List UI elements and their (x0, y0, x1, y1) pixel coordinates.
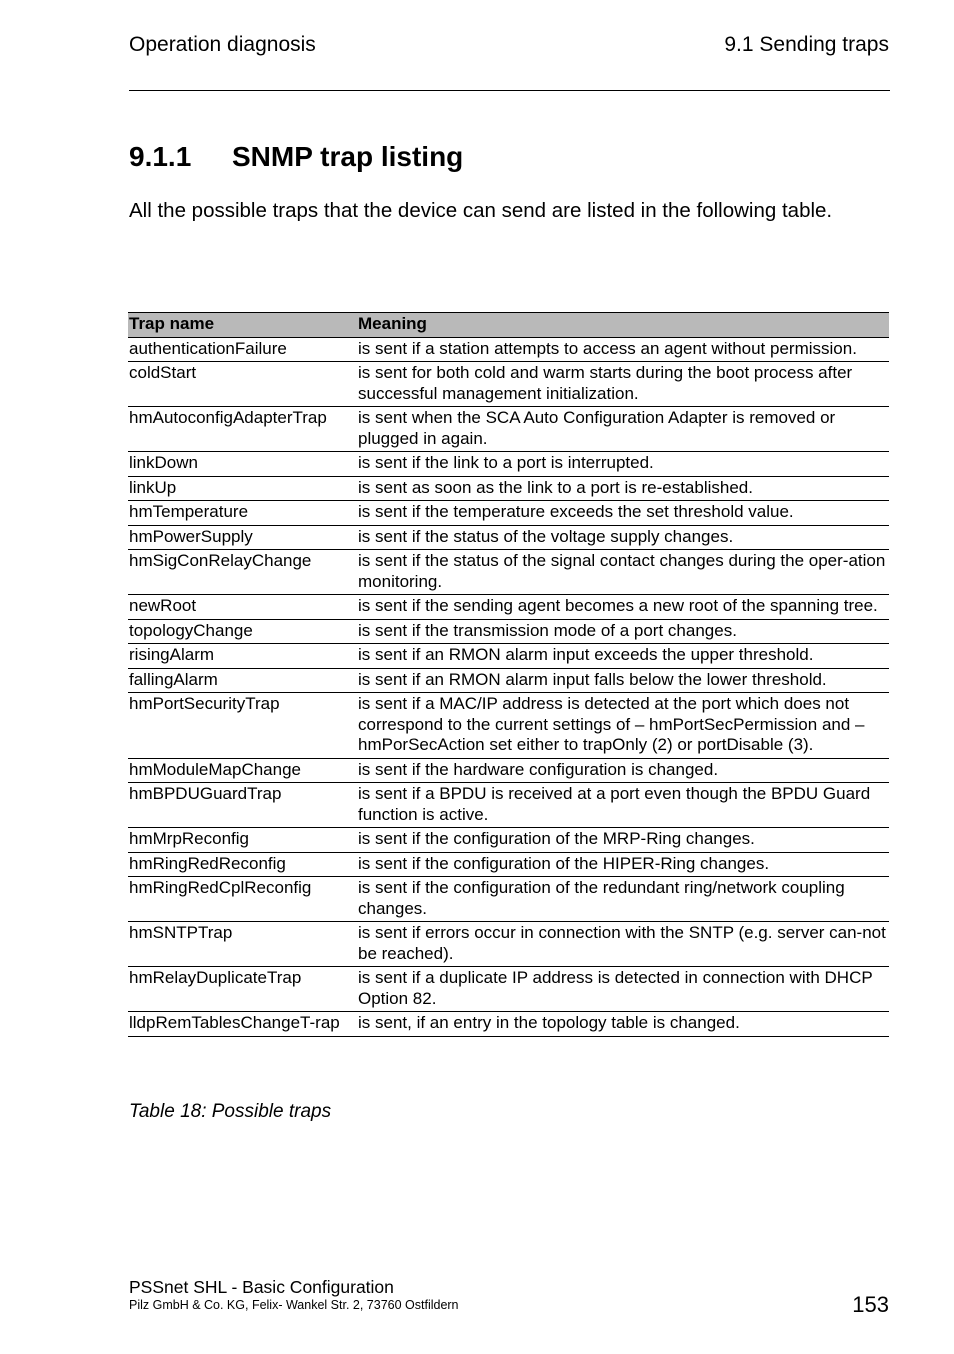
trap-name-cell: newRoot (128, 595, 357, 620)
trap-meaning-cell: is sent if the link to a port is interrupted. (357, 452, 889, 477)
trap-name-cell: hmModuleMapChange (128, 758, 357, 783)
table-row (128, 525, 889, 550)
trap-meaning-cell: is sent if a duplicate IP address is detected in connection with DHCP Option 82. (357, 967, 889, 1012)
trap-meaning-cell: is sent if the status of the signal contact changes during the oper-ation monitoring. (357, 550, 889, 595)
trap-meaning-cell: is sent if the configuration of the MRP-Ring changes. (357, 828, 889, 853)
table-row (128, 693, 889, 759)
trap-name-cell: risingAlarm (128, 644, 357, 669)
table-row (128, 852, 889, 877)
trap-meaning-cell: is sent if the hardware configuration is changed. (357, 758, 889, 783)
table-row (128, 337, 889, 362)
trap-name-cell: fallingAlarm (128, 668, 357, 693)
section-heading (129, 141, 463, 173)
section-title: SNMP trap listing (232, 141, 464, 172)
trap-meaning-cell: is sent for both cold and warm starts during the boot process after successful management initialization. (357, 362, 889, 407)
table-row (128, 922, 889, 967)
trap-meaning-cell: is sent if the configuration of the redundant ring/network coupling changes. (357, 877, 889, 922)
trap-meaning-cell: is sent if the status of the voltage supply changes. (357, 525, 889, 550)
table-row (128, 452, 889, 477)
trap-meaning-cell: is sent if an RMON alarm input exceeds the upper threshold. (357, 644, 889, 669)
trap-meaning-cell: is sent if errors occur in connection with the SNTP (e.g. server can-not be reached). (357, 922, 889, 967)
trap-table-body (128, 337, 889, 1036)
table-row (128, 362, 889, 407)
trap-meaning-cell: is sent if an RMON alarm input falls below the lower threshold. (357, 668, 889, 693)
trap-name-cell: hmTemperature (128, 501, 357, 526)
trap-meaning-cell: is sent if the sending agent becomes a new root of the spanning tree. (357, 595, 889, 620)
table-row (128, 1012, 889, 1037)
trap-meaning-cell: is sent if the temperature exceeds the set threshold value. (357, 501, 889, 526)
trap-meaning-cell: is sent if the configuration of the HIPER-Ring changes. (357, 852, 889, 877)
table-row (128, 476, 889, 501)
running-header-chapter: Operation diagnosis (129, 33, 316, 56)
table-row (128, 644, 889, 669)
trap-meaning-cell: is sent if a station attempts to access an agent without permission. (357, 337, 889, 362)
intro-paragraph: All the possible traps that the device can send are listed in the following table. (129, 199, 833, 222)
trap-name-cell: hmMrpReconfig (128, 828, 357, 853)
trap-name-cell: hmRelayDuplicateTrap (128, 967, 357, 1012)
table-row (128, 550, 889, 595)
trap-name-cell: hmRingRedReconfig (128, 852, 357, 877)
trap-name-cell: hmRingRedCplReconfig (128, 877, 357, 922)
trap-meaning-cell: is sent if a BPDU is received at a port even though the BPDU Guard function is active. (357, 783, 889, 828)
trap-name-cell: hmSigConRelayChange (128, 550, 357, 595)
trap-meaning-cell: is sent as soon as the link to a port is re-established. (357, 476, 889, 501)
column-header-trap-name: Trap name (128, 313, 357, 338)
table-row (128, 783, 889, 828)
table-caption: Table 18: Possible traps (129, 1101, 332, 1122)
column-header-meaning: Meaning (357, 313, 889, 338)
trap-name-cell: authenticationFailure (128, 337, 357, 362)
table-header-row (128, 313, 889, 338)
trap-table (128, 312, 889, 1037)
table-row (128, 967, 889, 1012)
trap-meaning-cell: is sent if the transmission mode of a port changes. (357, 619, 889, 644)
table-row (128, 501, 889, 526)
trap-name-cell: linkDown (128, 452, 357, 477)
footer-document-title: PSSnet SHL - Basic Configuration (129, 1277, 394, 1297)
table-row (128, 758, 889, 783)
trap-meaning-cell: is sent when the SCA Auto Configuration Adapter is removed or plugged in again. (357, 407, 889, 452)
trap-name-cell: topologyChange (128, 619, 357, 644)
trap-name-cell: hmPortSecurityTrap (128, 693, 357, 759)
trap-name-cell: linkUp (128, 476, 357, 501)
table-row (128, 877, 889, 922)
trap-name-cell: hmSNTPTrap (128, 922, 357, 967)
header-divider (129, 90, 890, 91)
section-number: 9.1.1 (129, 141, 192, 172)
table-row (128, 407, 889, 452)
table-row (128, 595, 889, 620)
table-row (128, 619, 889, 644)
trap-meaning-cell: is sent, if an entry in the topology table is changed. (357, 1012, 889, 1037)
table-row (128, 828, 889, 853)
trap-name-cell: hmBPDUGuardTrap (128, 783, 357, 828)
trap-name-cell: hmAutoconfigAdapterTrap (128, 407, 357, 452)
footer-address: Pilz GmbH & Co. KG, Felix- Wankel Str. 2, 73760 Ostfildern (129, 1298, 459, 1312)
trap-name-cell: hmPowerSupply (128, 525, 357, 550)
table-row (128, 668, 889, 693)
trap-meaning-cell: is sent if a MAC/IP address is detected at the port which does not correspond to the current settings of – hmPortSecPermission and – hmPorSecAction set either to trapOnly (2) or portDisable (3). (357, 693, 889, 759)
page-number: 153 (852, 1292, 889, 1317)
trap-name-cell: lldpRemTablesChangeT-rap (128, 1012, 357, 1037)
running-header-section: 9.1 Sending traps (724, 33, 889, 56)
trap-name-cell: coldStart (128, 362, 357, 407)
